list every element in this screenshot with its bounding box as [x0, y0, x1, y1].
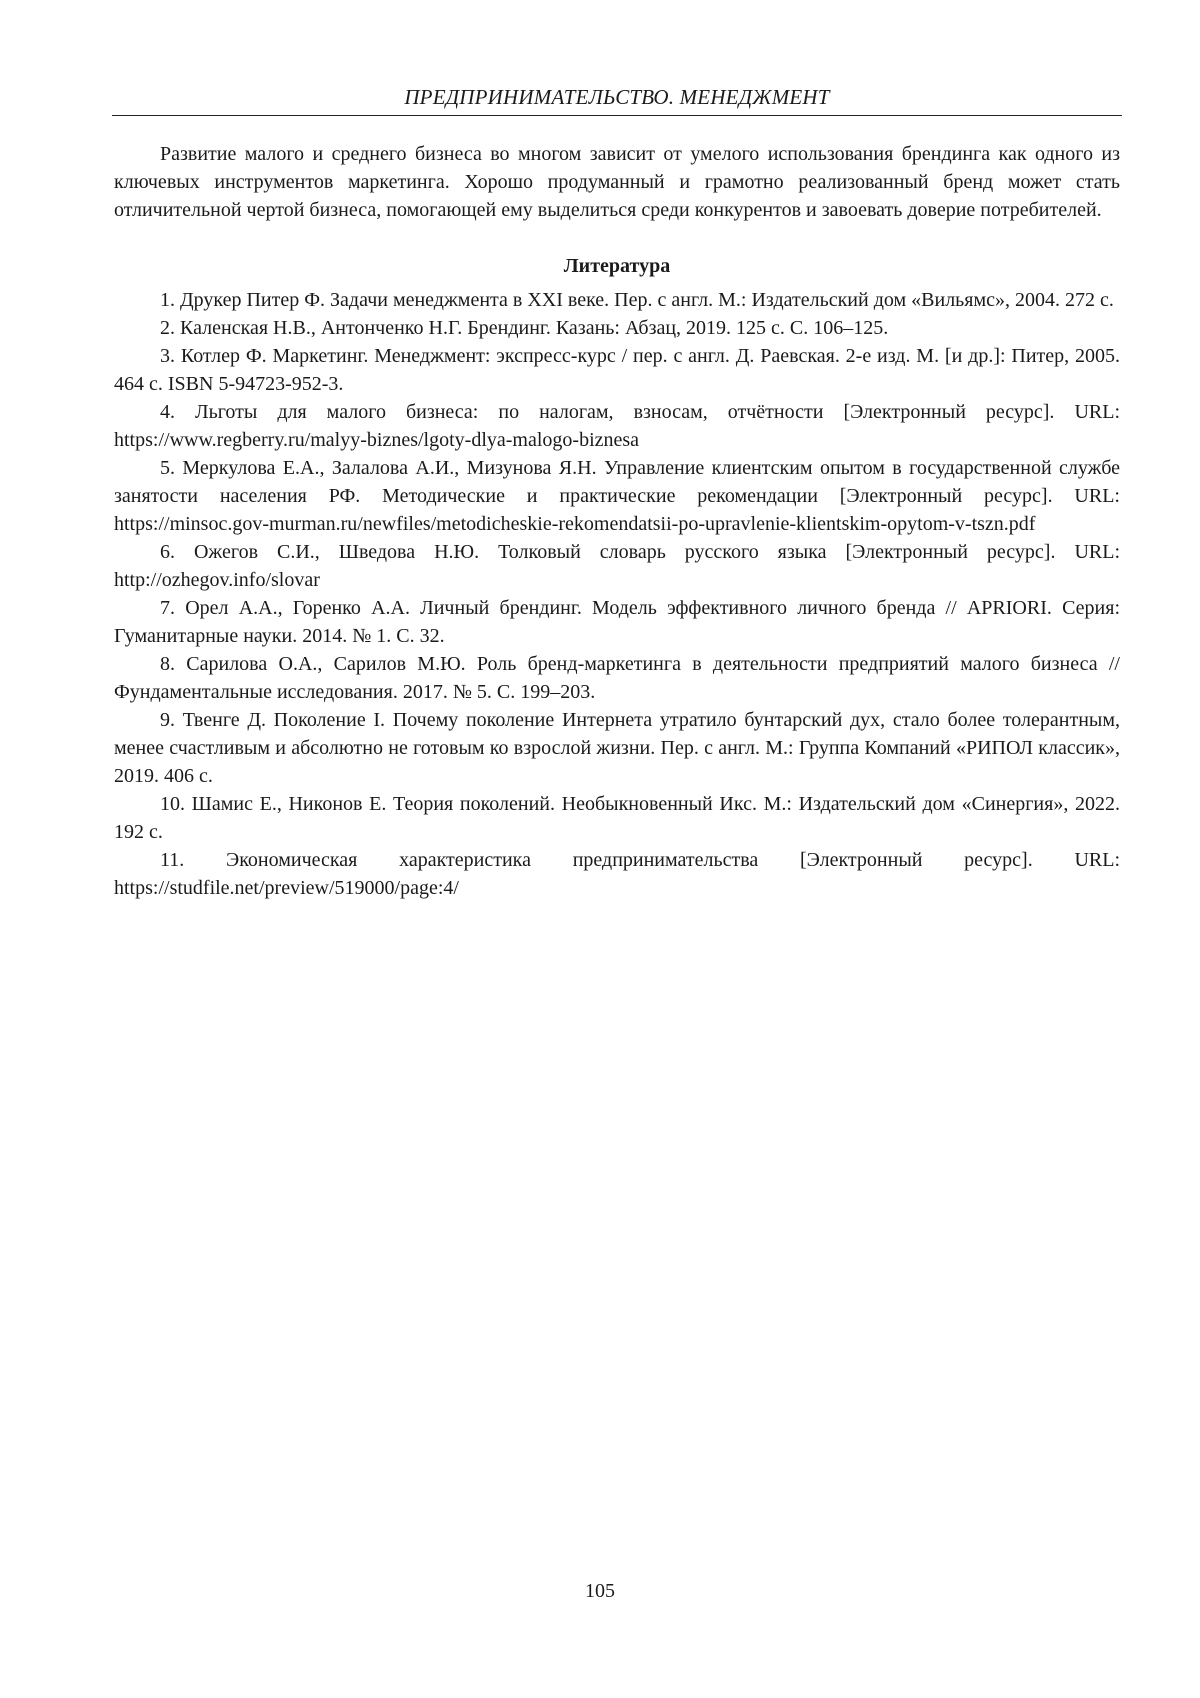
- reference-item: 4. Льготы для малого бизнеса: по налогам, взносам, отчётности [Электронный ресурс]. URL: https://www.regberry.ru/malyy-biznes/lgoty-dlya-malogo-biznesa: [114, 398, 1120, 454]
- body-paragraph: Развитие малого и среднего бизнеса во многом зависит от умелого использования брендинга как одного из ключевых инструментов маркетинга. Хорошо продуманный и грамотно реализованный бренд может стать отличительной чертой бизнеса, помогающей ему выделиться среди конкурентов и завоевать доверие потребителей.: [114, 140, 1120, 224]
- header-divider: [112, 115, 1122, 116]
- reference-item: 8. Сарилова О.А., Сарилов М.Ю. Роль бренд-маркетинга в деятельности предприятий малого бизнеса // Фундаментальные исследования. 2017. № 5. С. 199–203.: [114, 650, 1120, 706]
- reference-item: 10. Шамис Е., Никонов Е. Теория поколений. Необыкновенный Икс. М.: Издательский дом «Синергия», 2022. 192 с.: [114, 790, 1120, 846]
- references-title: Литература: [114, 252, 1120, 280]
- reference-item: 9. Твенге Д. Поколение I. Почему поколение Интернета утратило бунтарский дух, стало более толерантным, менее счастливым и абсолютно не готовым ко взрослой жизни. Пер. с англ. М.: Группа Компаний «РИПОЛ классик», 2019. 406 с.: [114, 706, 1120, 790]
- reference-item: 1. Друкер Питер Ф. Задачи менеджмента в XXI веке. Пер. с англ. М.: Издательский дом «Вильямс», 2004. 272 с.: [114, 286, 1120, 314]
- reference-item: 6. Ожегов С.И., Шведова Н.Ю. Толковый словарь русского языка [Электронный ресурс]. URL: http://ozhegov.info/slovar: [114, 538, 1120, 594]
- reference-item: 7. Орел А.А., Горенко А.А. Личный брендинг. Модель эффективного личного бренда // APRIORI. Серия: Гуманитарные науки. 2014. № 1. С. 32.: [114, 594, 1120, 650]
- references-list: [114, 286, 1120, 902]
- running-header: ПРЕДПРИНИМАТЕЛЬСТВО. МЕНЕДЖМЕНТ: [112, 84, 1122, 110]
- page-number: 105: [0, 1578, 1200, 1604]
- page-content: [114, 140, 1120, 902]
- reference-item: 5. Меркулова Е.А., Залалова А.И., Мизунова Я.Н. Управление клиентским опытом в государственной службе занятости населения РФ. Методические и практические рекомендации [Электронный ресурс]. URL: https://minsoc.gov-murman.ru/newfiles/metodicheskie-rekomendatsii-po-upravlenie-klientskim-opytom-v-tszn.pdf: [114, 454, 1120, 538]
- reference-item: 11. Экономическая характеристика предпринимательства [Электронный ресурс]. URL: https://studfile.net/preview/519000/page:4/: [114, 846, 1120, 902]
- reference-item: 2. Каленская Н.В., Антонченко Н.Г. Брендинг. Казань: Абзац, 2019. 125 с. С. 106–125.: [114, 314, 1120, 342]
- reference-item: 3. Котлер Ф. Маркетинг. Менеджмент: экспресс-курс / пер. с англ. Д. Раевская. 2-е изд. М. [и др.]: Питер, 2005. 464 с. ISBN 5-94723-952-3.: [114, 342, 1120, 398]
